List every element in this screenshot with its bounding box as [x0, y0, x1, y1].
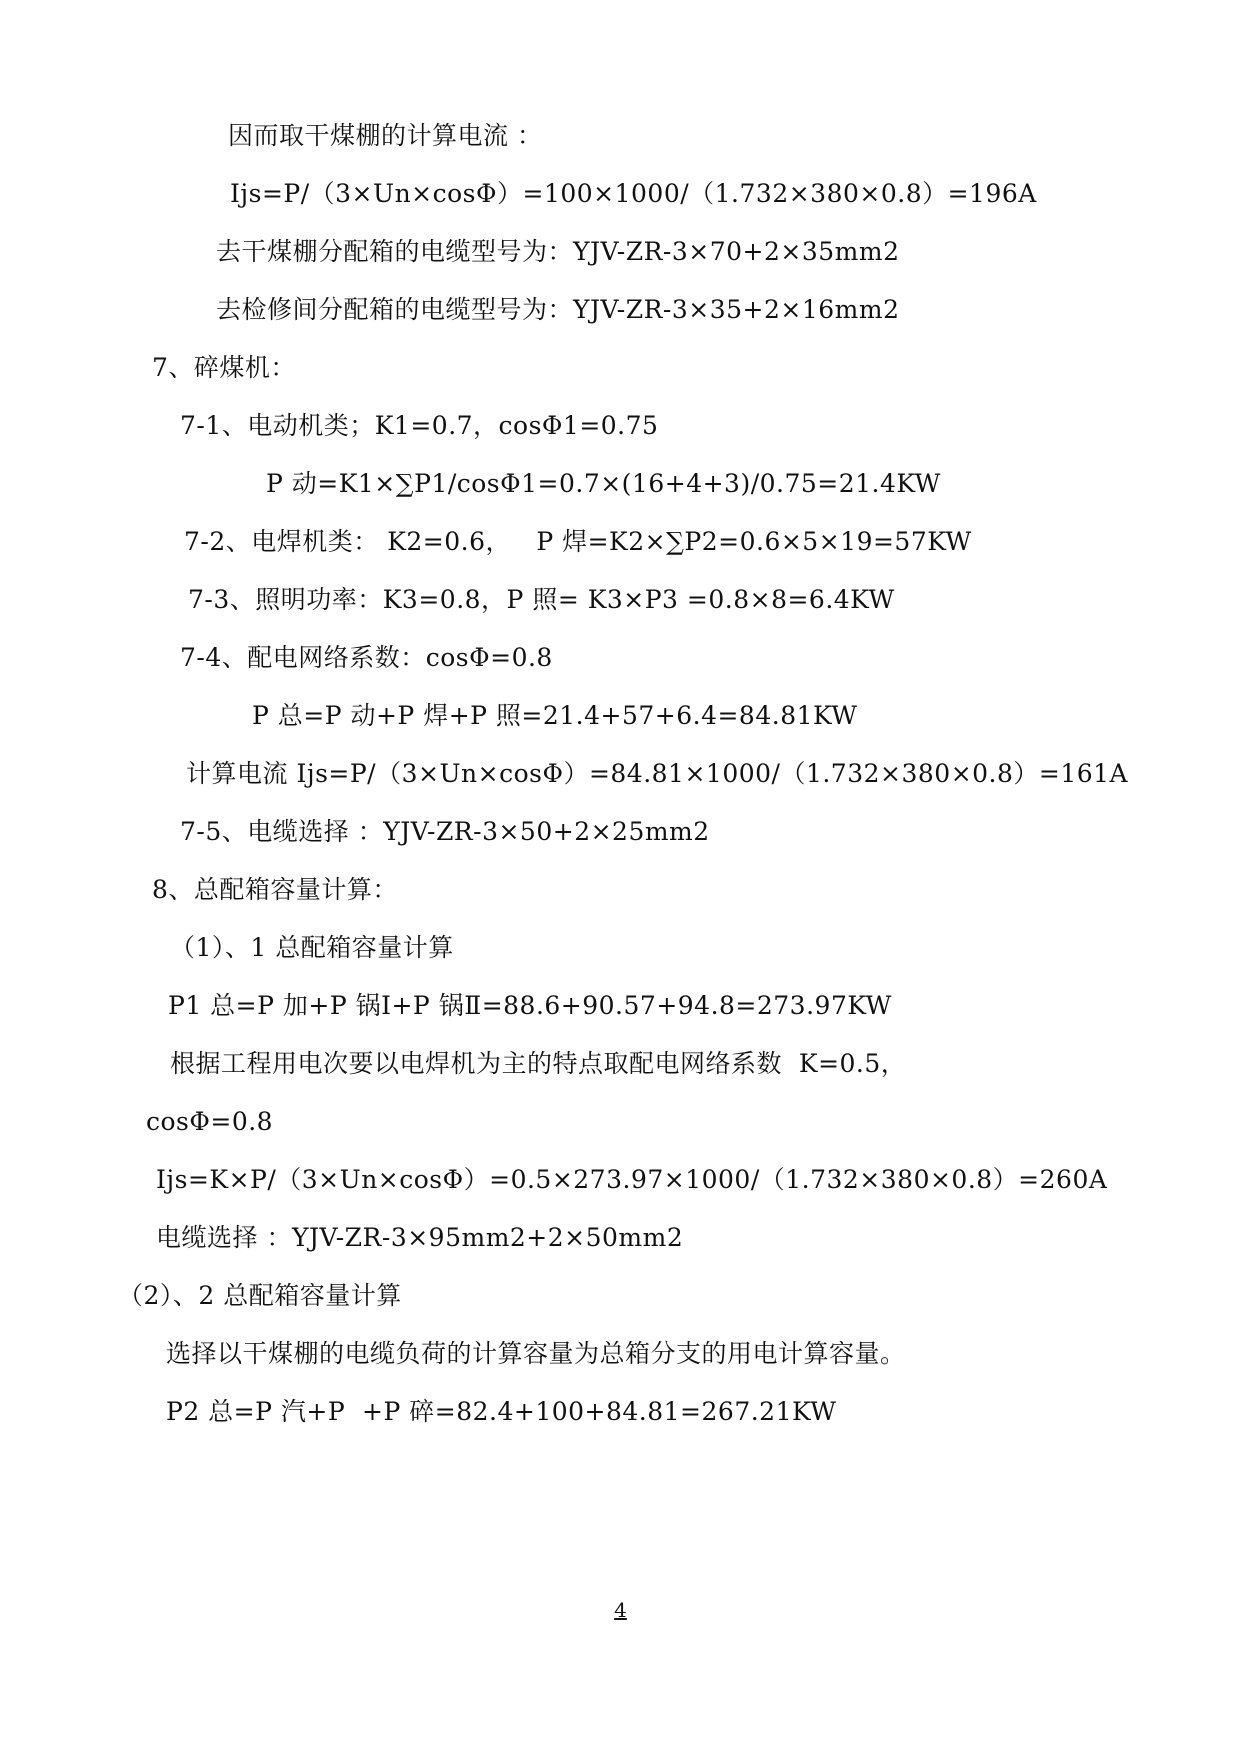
text-line-8: 7-2、电焊机类： K2=0.6， P 焊=K2×∑P2=0.6×5×19=57KW: [184, 527, 972, 556]
text-line-2: Ijs=P/（3×Un×cosΦ）=100×1000/（1.732×380×0.8）=196A: [230, 179, 1037, 208]
text-line-3: 去干煤棚分配箱的电缆型号为：YJV-ZR-3×70+2×35mm2: [216, 237, 900, 266]
text-line-22: 选择以干煤棚的电缆负荷的计算容量为总箱分支的用电计算容量。: [166, 1339, 906, 1368]
text-line-19: Ijs=K×P/（3×Un×cosΦ）=0.5×273.97×1000/（1.732×380×0.8）=260A: [156, 1165, 1108, 1194]
text-line-16: P1 总=P 加+P 锅Ⅰ+P 锅Ⅱ=88.6+90.57+94.8=273.97KW: [168, 991, 892, 1020]
text-line-17: 根据工程用电次要以电焊机为主的特点取配电网络系数 K=0.5，: [170, 1049, 907, 1078]
subsection-heading-2: （2）、2 总配箱容量计算: [118, 1281, 402, 1310]
text-line-11: P 总=P 动+P 焊+P 照=21.4+57+6.4=84.81KW: [252, 701, 858, 730]
text-line-20: 电缆选择 ：YJV-ZR-3×95mm2+2×50mm2: [156, 1223, 684, 1252]
text-line-9: 7-3、照明功率：K3=0.8，P 照= K3×P3 =0.8×8=6.4KW: [188, 585, 895, 614]
text-line-4: 去检修间分配箱的电缆型号为：YJV-ZR-3×35+2×16mm2: [216, 295, 900, 324]
text-line-18: cosΦ=0.8: [146, 1107, 274, 1136]
section-heading-8: 8、总配箱容量计算：: [152, 875, 398, 904]
text-line-12: 计算电流 Ijs=P/（3×Un×cosΦ）=84.81×1000/（1.732×380×0.8）=161A: [186, 759, 1129, 788]
subsection-heading-1: （1）、1 总配箱容量计算: [170, 933, 454, 962]
text-line-7: P 动=K1×∑P1/cosΦ1=0.7×(16+4+3)/0.75=21.4KW: [266, 469, 941, 498]
text-line-1: 因而取干煤棚的计算电流 ：: [228, 121, 543, 150]
text-line-10: 7-4、配电网络系数：cosΦ=0.8: [180, 643, 553, 672]
section-heading-7: 7、碎煤机：: [152, 353, 296, 382]
page-number: [0, 1597, 1241, 1623]
text-line-13: 7-5、电缆选择 ：YJV-ZR-3×50+2×25mm2: [180, 817, 710, 846]
text-line-6: 7-1、电动机类；K1=0.7，cosΦ1=0.75: [180, 411, 659, 440]
page-number-text: 4: [614, 1598, 627, 1622]
text-line-23: P2 总=P 汽+P +P 碎=82.4+100+84.81=267.21KW: [166, 1397, 837, 1426]
